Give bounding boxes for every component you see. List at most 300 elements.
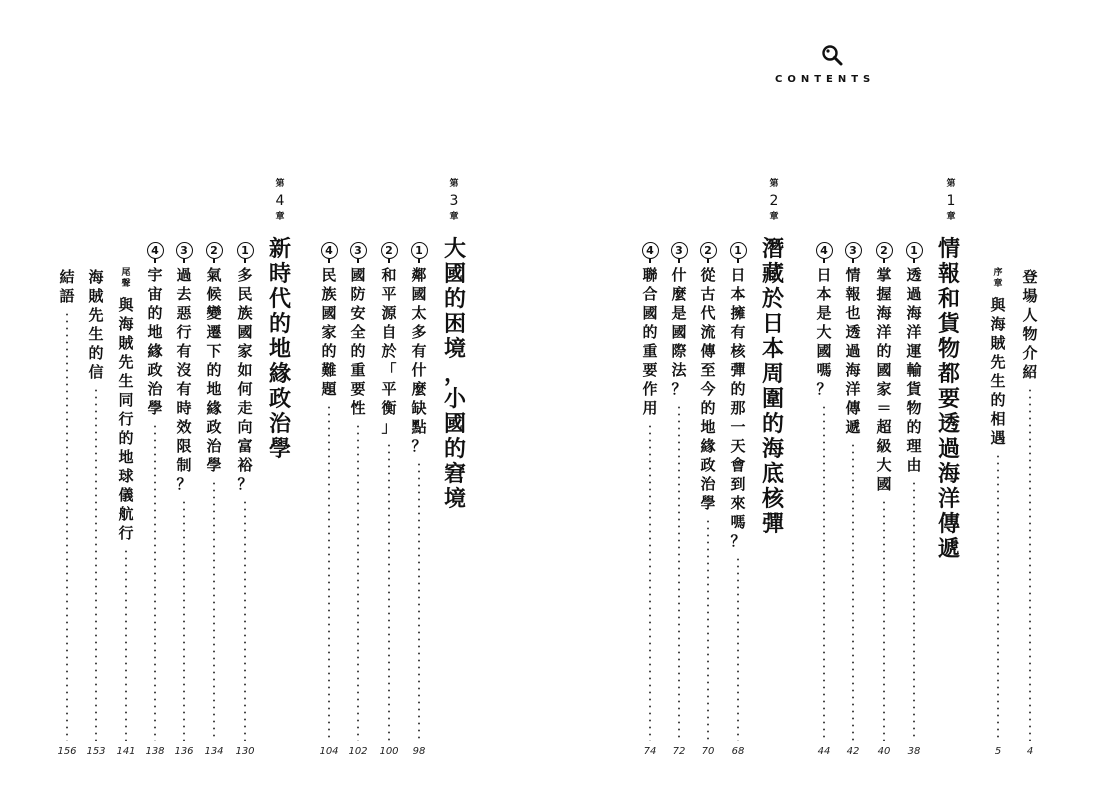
entry-title-char: 先 — [990, 353, 1006, 371]
chapter-number: 2 — [769, 193, 779, 209]
entry-title-char: 平 — [381, 285, 397, 303]
entry-title-char: 源 — [381, 304, 397, 322]
entry-title-char: 際 — [671, 342, 687, 360]
entry-title-char: 族 — [321, 285, 337, 303]
section-number-badge: 4 — [642, 242, 659, 259]
entry-title-char: 題 — [321, 380, 337, 398]
entry-prefix — [121, 268, 130, 290]
toc-section-1-3[interactable] — [842, 242, 864, 758]
chapter-title-char: 藏 — [761, 262, 784, 287]
section-number-badge: 4 — [321, 242, 338, 259]
section-number-badge: 3 — [671, 242, 688, 259]
entry-title-char: 物 — [906, 399, 922, 417]
entry-title-char: 重 — [350, 361, 366, 379]
page-number: 38 — [907, 746, 921, 757]
page-number: 136 — [174, 746, 194, 757]
toc-section-3-2[interactable] — [378, 242, 400, 758]
entry-title-char: 性 — [350, 399, 366, 417]
entry-title-char: 如 — [237, 361, 253, 379]
toc-section-2-3-column — [668, 242, 690, 758]
entry-title-char: 賊 — [118, 334, 134, 352]
entry-prefix-char: 聲 — [121, 279, 131, 289]
page-number: 68 — [731, 746, 745, 757]
chapter-title-char: 報 — [937, 262, 960, 287]
entry-title-char: 的 — [88, 344, 104, 362]
chapter-title-char: 治 — [268, 412, 291, 437]
dot-leader — [1029, 387, 1031, 741]
chapter-title-3[interactable] — [441, 237, 469, 512]
entry-title-char: 語 — [59, 287, 75, 305]
entry-title-char: 一 — [730, 418, 746, 436]
chapter-title-char: 洋 — [937, 487, 960, 512]
toc-section-4-4[interactable] — [144, 242, 166, 758]
entry-title-char: 的 — [321, 342, 337, 360]
chapter-title-char: 貨 — [937, 312, 960, 337]
chapter-number: 3 — [449, 193, 459, 209]
entry-title-char: 本 — [730, 285, 746, 303]
entry-title — [639, 266, 661, 418]
dot-leader — [737, 556, 739, 741]
entry-title-char: 麼 — [411, 380, 427, 398]
toc-section-1-4[interactable] — [813, 242, 835, 758]
page-number: 98 — [412, 746, 426, 757]
chapter-title-char: 國 — [443, 412, 466, 437]
entry-title-char: 賊 — [88, 287, 104, 305]
entry-title-char: ？ — [730, 532, 746, 550]
entry-title — [873, 266, 895, 494]
entry-title — [842, 266, 864, 437]
entry-title-char: 走 — [237, 399, 253, 417]
entry-title-char: 那 — [730, 399, 746, 417]
entry-title-char: ？ — [237, 475, 253, 493]
toc-section-4-2-column — [203, 242, 225, 758]
entry-title-char: 有 — [411, 342, 427, 360]
chapter-title-char: 於 — [761, 287, 784, 312]
entry-title-char: 緣 — [206, 399, 222, 417]
entry-title — [173, 266, 195, 494]
entry-title-char: 天 — [730, 437, 746, 455]
chapter-title-2[interactable] — [759, 237, 787, 537]
toc-section-3-3[interactable] — [347, 242, 369, 758]
chapter-number: 4 — [275, 193, 285, 209]
entry-title — [115, 296, 137, 543]
entry-title-char: 海 — [118, 315, 134, 333]
entry-title-char: 由 — [906, 456, 922, 474]
entry-title-char: 下 — [206, 342, 222, 360]
entry-title — [234, 266, 256, 494]
chapter-marker-prefix: 第 — [769, 179, 779, 189]
entry-title — [203, 266, 225, 475]
entry-title-char: 傳 — [845, 399, 861, 417]
toc-section-1-4-column — [813, 242, 835, 758]
dot-leader — [913, 480, 915, 741]
dot-leader — [66, 311, 68, 741]
entry-title — [378, 266, 400, 437]
entry-title-char: 航 — [118, 505, 134, 523]
toc-section-2-1[interactable] — [727, 242, 749, 758]
dot-leader — [125, 548, 127, 741]
entry-title — [318, 266, 340, 399]
entry-title-char: 生 — [88, 325, 104, 343]
chapter-title-char: 境 — [443, 337, 466, 362]
chapter-title-char: 代 — [268, 287, 291, 312]
entry-title-char: 先 — [88, 306, 104, 324]
chapter-title-char: 傳 — [937, 512, 960, 537]
entry-title-char: 緣 — [147, 342, 163, 360]
entry-title-char: 宙 — [147, 285, 163, 303]
toc-entry-front-2[interactable] — [987, 268, 1009, 758]
entry-title-char: 沒 — [176, 361, 192, 379]
entry-title-char: 與 — [118, 296, 134, 314]
dot-leader — [328, 404, 330, 741]
toc-section-1-3-column — [842, 242, 864, 758]
entry-title-char: 作 — [642, 380, 658, 398]
page-number: 138 — [145, 746, 165, 757]
entry-title-char: 大 — [816, 323, 832, 341]
chapter-title-char: 日 — [761, 312, 784, 337]
entry-title-char: 嗎 — [816, 361, 832, 379]
toc-entry-back-3-column — [56, 268, 78, 758]
entry-title-char: 有 — [176, 342, 192, 360]
entry-title — [347, 266, 369, 418]
chapter-marker-suffix: 章 — [946, 212, 956, 222]
dot-leader — [154, 423, 156, 741]
entry-title-char: 遇 — [990, 429, 1006, 447]
chapter-title-char: 時 — [268, 262, 291, 287]
entry-title-char: 難 — [321, 361, 337, 379]
entry-title-char: 物 — [1022, 325, 1038, 343]
toc-section-4-4-column — [144, 242, 166, 758]
entry-title-char: 宇 — [147, 266, 163, 284]
entry-title-char: 國 — [671, 323, 687, 341]
entry-title-char: 洋 — [906, 323, 922, 341]
entry-title-char: 去 — [176, 285, 192, 303]
entry-title — [813, 266, 835, 399]
dot-leader — [823, 404, 825, 741]
toc-section-2-3[interactable] — [668, 242, 690, 758]
entry-title-char: 什 — [411, 361, 427, 379]
chapter-title-char: 透 — [937, 412, 960, 437]
chapter-title-char: 物 — [937, 337, 960, 362]
chapter-title-char: 困 — [443, 312, 466, 337]
entry-title-char: 自 — [381, 323, 397, 341]
chapter-title-char: 情 — [937, 237, 960, 262]
entry-title-char: 嗎 — [730, 513, 746, 531]
entry-title-char: 國 — [642, 304, 658, 322]
dot-leader — [707, 518, 709, 741]
chapter-title-char: 新 — [268, 237, 291, 262]
entry-title-char: 富 — [237, 437, 253, 455]
entry-title-char: 點 — [411, 418, 427, 436]
entry-title-char: 超 — [876, 418, 892, 436]
entry-title-char: 要 — [642, 361, 658, 379]
entry-title-char: 理 — [906, 437, 922, 455]
toc-section-4-1[interactable] — [234, 242, 256, 758]
chapter-title-1[interactable] — [935, 237, 963, 562]
dot-leader — [678, 404, 680, 741]
entry-title-char: 的 — [206, 361, 222, 379]
chapter-title-char: 過 — [937, 437, 960, 462]
toc-section-1-1[interactable] — [903, 242, 925, 758]
entry-title-char: 要 — [350, 380, 366, 398]
entry-title-char: 至 — [700, 361, 716, 379]
toc-entry-back-2[interactable] — [85, 268, 107, 758]
dot-leader — [418, 461, 420, 741]
chapter-title-char: 政 — [268, 387, 291, 412]
entry-title-char: 級 — [876, 437, 892, 455]
entry-title-char: 鄰 — [411, 266, 427, 284]
entry-title-char: 國 — [411, 285, 427, 303]
entry-title-char: 結 — [59, 268, 75, 286]
chapter-title-char: 的 — [443, 437, 466, 462]
page-number: 4 — [1026, 746, 1034, 757]
entry-title — [408, 266, 430, 456]
chapter-title-char: 海 — [937, 462, 960, 487]
entry-prefix-char: 尾 — [121, 268, 131, 278]
entry-title-char: 聯 — [642, 266, 658, 284]
entry-title-char: 生 — [990, 372, 1006, 390]
entry-title-char: 學 — [206, 456, 222, 474]
chapter-title-char: ， — [443, 362, 466, 387]
entry-title-char: 國 — [350, 266, 366, 284]
entry-title-char: 效 — [176, 418, 192, 436]
entry-title-char: 平 — [381, 380, 397, 398]
entry-title-char: 從 — [700, 266, 716, 284]
entry-title-char: 海 — [876, 304, 892, 322]
toc-section-2-2-column — [697, 242, 719, 758]
entry-title-char: 安 — [350, 304, 366, 322]
entry-title-char: 缺 — [411, 399, 427, 417]
entry-title-char: 重 — [642, 342, 658, 360]
entry-title-char: 登 — [1022, 268, 1038, 286]
entry-title-char: ？ — [671, 380, 687, 398]
entry-title-char: 今 — [700, 380, 716, 398]
chapter-marker-suffix: 章 — [449, 212, 459, 222]
entry-title-char: 學 — [147, 399, 163, 417]
entry-title-char: 的 — [700, 399, 716, 417]
entry-title-char: 家 — [321, 323, 337, 341]
chapter-title-char: 要 — [937, 387, 960, 412]
entry-title-char: 海 — [88, 268, 104, 286]
entry-title-char: 地 — [700, 418, 716, 436]
entry-title-char: 太 — [411, 304, 427, 322]
chapter-title-char: 的 — [443, 287, 466, 312]
page-number: 102 — [348, 746, 368, 757]
entry-title-char: 過 — [906, 285, 922, 303]
page-number: 72 — [672, 746, 686, 757]
entry-title-char: 透 — [845, 323, 861, 341]
dot-leader — [997, 453, 999, 741]
chapter-title-char: 小 — [443, 387, 466, 412]
section-number-badge: 1 — [237, 242, 254, 259]
chapter-title-char: 國 — [443, 262, 466, 287]
toc-section-1-2-column — [873, 242, 895, 758]
page-number: 134 — [204, 746, 224, 757]
toc-section-2-2[interactable] — [697, 242, 719, 758]
chapter-marker-1 — [940, 178, 962, 224]
section-number-badge: 1 — [906, 242, 923, 259]
entry-title — [668, 266, 690, 399]
entry-title-char: 國 — [876, 475, 892, 493]
entry-title-char: 的 — [118, 429, 134, 447]
chapter-title-char: 圍 — [761, 387, 784, 412]
chapter-title-char: 周 — [761, 362, 784, 387]
toc-entry-back-1[interactable] — [115, 268, 137, 758]
chapter-marker-suffix: 章 — [769, 212, 779, 222]
chapter-title-char: 的 — [761, 412, 784, 437]
entry-title-char: 的 — [990, 391, 1006, 409]
toc-entry-front-1-column — [1019, 268, 1041, 758]
entry-title-char: 情 — [845, 266, 861, 284]
entry-title-char: 多 — [411, 323, 427, 341]
entry-title-char: 何 — [237, 380, 253, 398]
entry-title-char: 的 — [642, 323, 658, 341]
entry-title-char: 賊 — [990, 334, 1006, 352]
entry-title-char: 法 — [671, 361, 687, 379]
entry-title-char: 緣 — [700, 437, 716, 455]
entry-title-char: 球 — [118, 467, 134, 485]
chapter-title-4[interactable] — [266, 237, 294, 462]
entry-title-char: 先 — [118, 353, 134, 371]
entry-title-char: 國 — [816, 342, 832, 360]
entry-title-char: 到 — [730, 475, 746, 493]
chapter-title-char: 核 — [761, 487, 784, 512]
toc-section-2-4-column — [639, 242, 661, 758]
page-number: 5 — [994, 746, 1002, 757]
entry-prefix-char: 序 — [993, 268, 1003, 278]
entry-title-char: 相 — [990, 410, 1006, 428]
entry-title-char: 和 — [381, 266, 397, 284]
entry-title-char: 有 — [176, 380, 192, 398]
section-number-badge: 4 — [816, 242, 833, 259]
toc-section-4-2[interactable] — [203, 242, 225, 758]
entry-title-char: 握 — [876, 285, 892, 303]
chapter-marker-2 — [763, 178, 785, 224]
entry-title-char: 民 — [237, 285, 253, 303]
entry-title-char: 變 — [206, 304, 222, 322]
entry-title-char: 行 — [118, 524, 134, 542]
page-number: 141 — [116, 746, 136, 757]
entry-title-char: 國 — [321, 304, 337, 322]
chapter-marker-prefix: 第 — [449, 179, 459, 189]
chapter-title-char: 都 — [937, 362, 960, 387]
entry-title-char: 生 — [118, 372, 134, 390]
entry-title-char: 彈 — [730, 361, 746, 379]
entry-title-char: 是 — [671, 304, 687, 322]
entry-title-char: 儀 — [118, 486, 134, 504]
section-number-badge: 1 — [411, 242, 428, 259]
chapter-title-char: 地 — [268, 337, 291, 362]
entry-title-char: 日 — [816, 266, 832, 284]
entry-prefix — [993, 268, 1002, 290]
entry-title-char: 治 — [700, 475, 716, 493]
entry-title-char: 的 — [350, 342, 366, 360]
entry-title — [85, 268, 107, 382]
entry-title — [56, 268, 78, 306]
toc-section-3-4[interactable] — [318, 242, 340, 758]
page-number: 130 — [235, 746, 255, 757]
section-number-badge: 3 — [350, 242, 367, 259]
toc-entry-back-3[interactable] — [56, 268, 78, 758]
entry-title-char: 貨 — [906, 380, 922, 398]
section-number-badge: 3 — [845, 242, 862, 259]
entry-title-char: 本 — [816, 285, 832, 303]
section-number-badge: 1 — [730, 242, 747, 259]
entry-title-char: 治 — [206, 437, 222, 455]
entry-title-char: 家 — [237, 342, 253, 360]
dot-leader — [883, 499, 885, 741]
entry-title-char: 學 — [700, 494, 716, 512]
chapter-title-char: 的 — [268, 312, 291, 337]
entry-title-char: 大 — [876, 456, 892, 474]
entry-title-char: 會 — [730, 456, 746, 474]
toc-section-4-3[interactable] — [173, 242, 195, 758]
entry-title-char: 用 — [642, 399, 658, 417]
entry-title-char: 過 — [845, 342, 861, 360]
toc-section-3-1[interactable] — [408, 242, 430, 758]
entry-title-char: 過 — [176, 266, 192, 284]
toc-section-3-1-column — [408, 242, 430, 758]
toc-section-1-2[interactable] — [873, 242, 895, 758]
page-number: 70 — [701, 746, 715, 757]
page-number: 44 — [817, 746, 831, 757]
page-number: 104 — [319, 746, 339, 757]
entry-title-char: ？ — [176, 475, 192, 493]
entry-title-char: 洋 — [876, 323, 892, 341]
entry-title-char: 全 — [350, 323, 366, 341]
entry-title — [903, 266, 925, 475]
entry-title-char: 衡 — [381, 399, 397, 417]
chapter-marker-suffix: 章 — [275, 212, 285, 222]
entry-title-char: 治 — [147, 380, 163, 398]
chapter-number: 1 — [946, 193, 956, 209]
entry-title-char: ＝ — [876, 399, 892, 417]
entry-title-char: 是 — [816, 304, 832, 322]
chapter-title-char: 遞 — [937, 537, 960, 562]
toc-entry-front-1[interactable] — [1019, 268, 1041, 758]
entry-title-char: 什 — [671, 266, 687, 284]
entry-title-char: 流 — [700, 323, 716, 341]
entry-title-char: 地 — [147, 323, 163, 341]
entry-title-char: 擁 — [730, 304, 746, 322]
entry-title-char: 於 — [381, 342, 397, 360]
entry-title-char: 合 — [642, 285, 658, 303]
entry-title-char: 海 — [845, 361, 861, 379]
entry-title — [727, 266, 749, 551]
chapter-title-char: 海 — [761, 437, 784, 462]
entry-title-char: 的 — [730, 380, 746, 398]
entry-title-char: 人 — [1022, 306, 1038, 324]
section-number-badge: 3 — [176, 242, 193, 259]
entry-prefix-char: 章 — [993, 279, 1003, 289]
entry-title-char: 家 — [876, 380, 892, 398]
entry-title-char: 限 — [176, 437, 192, 455]
toc-section-2-1-column — [727, 242, 749, 758]
toc-entry-back-2-column — [85, 268, 107, 758]
toc-section-4-3-column — [173, 242, 195, 758]
toc-section-3-3-column — [347, 242, 369, 758]
section-number-badge: 2 — [381, 242, 398, 259]
entry-title-char: 來 — [730, 494, 746, 512]
toc-section-2-4[interactable] — [639, 242, 661, 758]
entry-title-char: 多 — [237, 266, 253, 284]
entry-title-char: 防 — [350, 285, 366, 303]
chapter-title-char: 學 — [268, 437, 291, 462]
entry-title-char: 裕 — [237, 456, 253, 474]
chapter-marker-prefix: 第 — [946, 179, 956, 189]
contents-heading: CONTENTS — [775, 74, 876, 85]
page-number: 42 — [846, 746, 860, 757]
